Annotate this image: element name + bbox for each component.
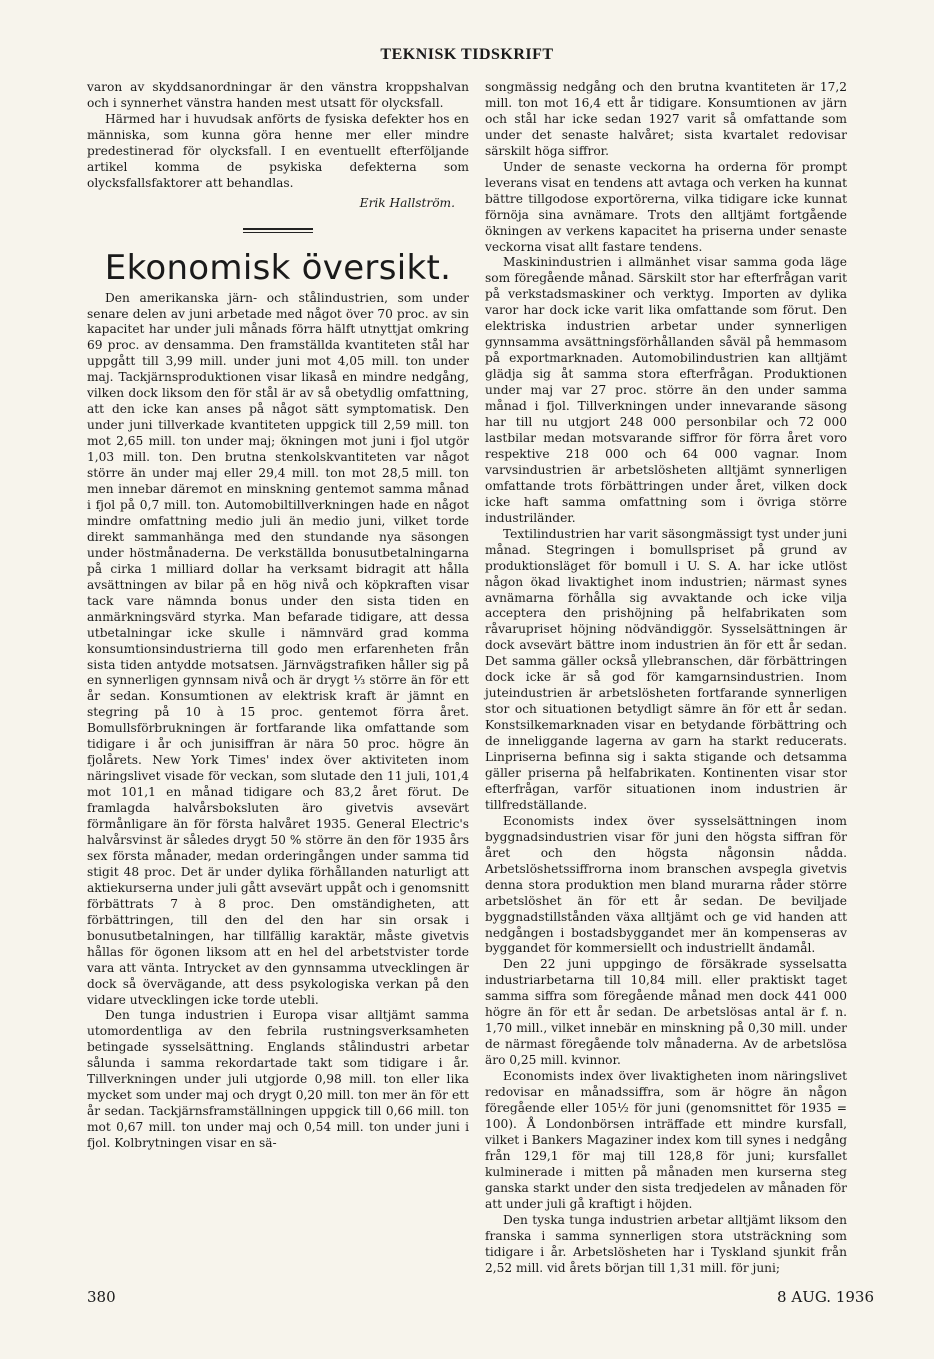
author-signature: Erik Hallström. (359, 195, 455, 210)
paragraph: Under de senaste veckorna ha orderna för prompt leverans visat en tendens att avtaga och verken ha kunnat bättre tillgodose exportörerna, vilka tidigare icke kunnat förnöja sina avnämare. Trots den alltjämt fortgående ökningen av verkens kapacitet ha priserna under senaste veckorna visat allt fastare tendens. (485, 159, 847, 254)
section-divider (243, 228, 313, 233)
paragraph: varon av skyddsanordningar är den vänstra kroppshalvan och i synnerhet vänstra handen mest utsatt för olycksfall. (87, 80, 469, 110)
paragraph: Den amerikanska järn- och stålindustrien, som under senare delen av juni arbetade med något över 70 proc. av sin kapacitet har under juli månads förra hälft utnyttjat omkring 69 proc. av densamma. Den framställda kvantiteten stål har uppgått till 3,99 mill. under juni mot 4,05 mill. ton under maj. Tackjärnsproduktionen visar likaså en mindre nedgång, vilken dock liksom den för stål är av så obetydlig omfattning, att den icke kan anses på något sätt symptomatisk. Den under juni tillverkade kvantiteten uppgick till 2,59 mill. ton mot 2,65 mill. ton under maj; ökningen mot juni i fjol utgör 1,03 mill. ton. Den brutna stenkolskvantiteten var något större än under maj eller 29,4 mill. ton mot 28,5 mill. ton men innebar däremot en minskning gentemot samma månad i fjol på 0,7 mill. ton. Automobiltillverkningen hade en något mindre omfattning medio juli än medio juni, vilket torde direkt sammanhänga med den stundande nya säsongen under höstmånaderna. De verkställda bonusutbetalningarna på cirka 1 milliard dollar ha verksamt bidragit att hålla avsättningen av bilar på en hög nivå och köpkraften visar tack vare nämnda bonus under den sista tiden en anmärkningsvärd styrka. Man befarade tidigare, att dessa utbetalningar icke skulle i nämnvärd grad komma konsumtionsindustrierna till godo men erfarenheten från sista tiden antydde motsatsen. Järnvägstrafiken håller sig på en synnerligen gynnsam nivå och är drygt ⅓ större än för ett år sedan. Konsumtionen av elektrisk kraft är jämnt en stegring på 10 à 15 proc. gentemot förra året. Bomullsförbrukningen är fortfarande lika omfattande som tidigare i år och junisiffran är nära 50 proc. högre än fjolårets. New York Times' index över aktiviteten inom näringslivet visade för veckan, som slutade den 11 juli, 101,4 mot 101,1 en månad tidigare och 83,2 året förut. De framlagda halvårsboksluten äro givetvis avsevärt förmånligare än för första halvåret 1935. General Electric's halvårsvinst är således drygt 50 % större än den för 1935 års sex första månader, medan orderingången under samma tid stigit 48 proc. Det är under dylika förhållanden naturligt att aktiekurserna under juli gått avsevärt uppåt och i genomsnitt förbättrats 7 à 8 proc. Den omständigheten, att förbättringen, till den del den har sin orsak i bonusutbetalningen, har tillfällig karaktär, måste givetvis hållas för ögonen liksom att en hel del arbetstvister torde vara att vänta. Intrycket av den gynnsamma utvecklingen är dock så övervägande, att dess psykologiska verkan på den vidare utvecklingen icke torde utebli. (87, 290, 469, 1007)
paragraph: Textilindustrien har varit säsongmässigt tyst under juni månad. Stegringen i bomullspriset på grund av produktionsläget för bomull i U. S. A. har icke utlöst någon ökad livaktighet inom industrien; närmast synes avnämarna förhålla sig avvaktande och icke vilja acceptera den prishöjning på helfabrikaten som råvarupriset höjning nödvändiggör. Sysselsättningen är dock avsevärt bättre inom industrien än för ett år sedan. Det samma gäller också yllebranschen, där förbättringen dock icke är så god för kamgarnsindustrien. Inom juteindustrien är arbetslösheten fortfarande synnerligen stor och situationen betydligt sämre än för ett år sedan. Konstsilkemarknaden visar en betydande förbättring och de inneliggande lagerna av garn ha starkt reducerats. Linpriserna befinna sig i sakta stigande och detsamma gäller priserna på helfabrikaten. Kontinenten visar stor efterfrågan, varför situationen inom industrien är tillfredställande. (485, 526, 847, 812)
paragraph: Den tunga industrien i Europa visar alltjämt samma utomordentliga av den febrila rustningsverksamheten betingade sysselsättning. Englands stålindustri arbetar sålunda i samma rekordartade takt som tidigare i år. Tillverkningen under juli utgjorde 0,98 mill. ton eller lika mycket som under maj och drygt 0,20 mill. ton mer än för ett år sedan. Tackjärnsframställningen uppgick till 0,66 mill. ton mot 0,67 mill. ton under maj och 0,54 mill. ton under juni i fjol. Kolbrytningen visar en sä- (87, 1008, 469, 1151)
paragraph: Den 22 juni uppgingo de försäkrade sysselsatta industriarbetarna till 10,84 mill. eller praktiskt taget samma siffra som föregående månad men dock 441 000 högre än för ett år sedan. De arbetslösas antal är f. n. 1,70 mill., vilket innebär en minskning på 0,30 mill. under de närmast föregående tolv månaderna. Av de arbetslösa äro 0,25 mill. kvinnor. (485, 957, 847, 1068)
section-title: Ekonomisk översikt. (104, 247, 452, 288)
paragraph: Härmed har i huvudsak anförts de fysiska defekter hos en människa, som kunna göra henne mer eller mindre predestinerad för olycksfall. I en eventuellt efterföljande artikel komma de psykiska defekterna som olycksfallsfaktorer att behandlas. (87, 111, 469, 190)
right-column (485, 80, 847, 1276)
paragraph: songmässig nedgång och den brutna kvantiteten är 17,2 mill. ton mot 16,4 ett år tidigare. Konsumtionen av järn och stål har icke sedan 1927 varit så omfattande som under det senaste halvåret; sista kvartalet redovisar särskilt höga siffror. (485, 80, 847, 158)
page-number: 380 (87, 1288, 116, 1306)
paragraph: Den tyska tunga industrien arbetar alltjämt liksom den franska i samma synnerligen stora utsträckning som tidigare i år. Arbetslösheten har i Tyskland sjunkit från 2,52 mill. vid årets början till 1,31 mill. för juni; (485, 1212, 847, 1275)
issue-date: 8 AUG. 1936 (777, 1288, 874, 1306)
journal-header: TEKNISK TIDSKRIFT (380, 46, 554, 63)
paragraph: Economists index över livaktigheten inom näringslivet redovisar en månadssiffra, som är högre än någon föregående eller 105½ för juni (genomsnittet för 1935 = 100). Å Londonbörsen inträffade ett mindre kursfall, vilket i Bankers Magaziner index kom till synes i nedgång från 129,1 för maj till 128,8 för juni; kursfallet kulminerade i mitten på månaden men kurserna steg ganska starkt under den sista tredjedelen av månaden för att under juli gå kraftigt i höjden. (485, 1069, 847, 1211)
paragraph: Economists index över sysselsättningen inom byggnadsindustrien visar för juni den högsta siffran för året och den högsta någonsin nådda. Arbetslöshetssiffrorna inom branschen avspegla givetvis denna stora produktion men bland murarna råder större arbetslöshet än för ett år sedan. De beviljade byggnadstillstånden växa alltjämt och ge vid handen att nedgången i bostadsbyggandet mer än kompenseras av byggandet för kommersiellt och industriellt ändamål. (485, 813, 847, 956)
paragraph: Maskinindustrien i allmänhet visar samma goda läge som föregående månad. Särskilt stor har efterfrågan varit på verkstadsmaskiner och verktyg. Importen av dylika varor har dock icke varit lika omfattande som förut. Den elektriska industrien arbetar under synnerligen gynnsamma avsättningsförhållanden såväl på hemmasom på exportmarknaden. Automobilindustrien kan alltjämt glädja sig åt samma stora efterfrågan. Produktionen under maj var 27 proc. större än den under samma månad i fjol. Tillverkningen under innevarande säsong har till nu utgjort 248 000 personbilar och 72 000 lastbilar medan motsvarande siffror för förra året voro respektive 218 000 och 64 000 vagnar. Inom varvsindustrien är arbetslösheten alltjämt synnerligen omfattande trots förbättringen under året, vilken dock icke haft samma omfattning som i övriga större industriländer. (485, 255, 847, 525)
left-column (87, 80, 469, 1152)
